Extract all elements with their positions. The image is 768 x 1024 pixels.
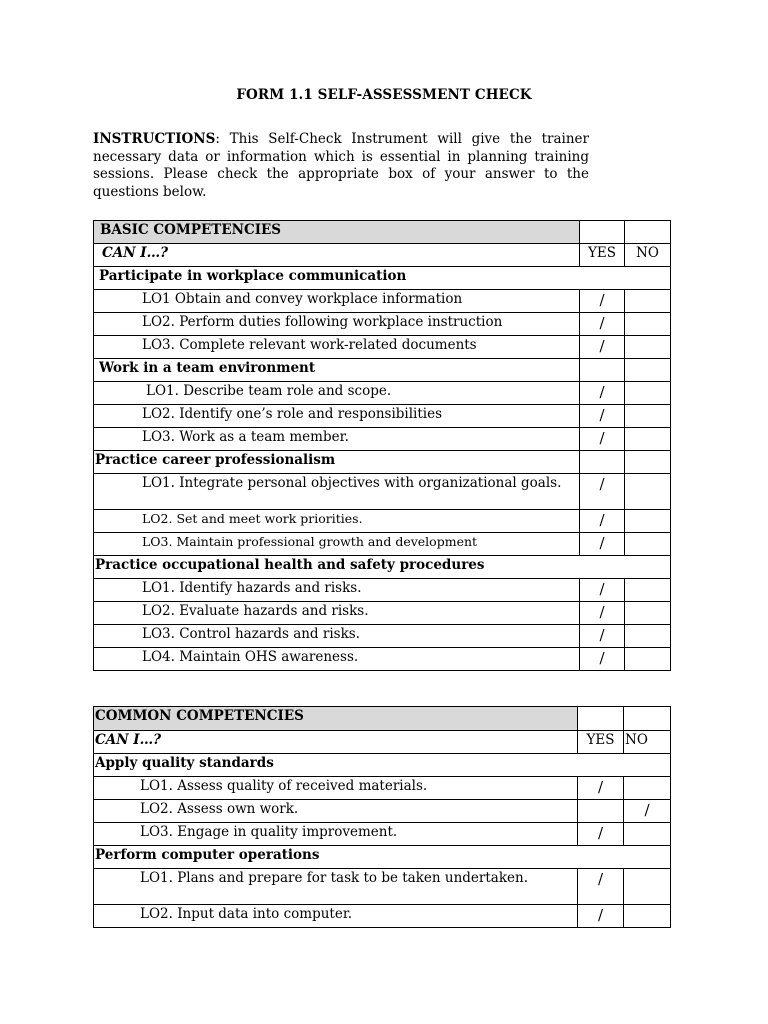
section-row [94,359,671,382]
no-column-label: NO [624,731,671,754]
section-title: Participate in workplace communication [94,267,671,290]
learning-outcome-text: LO1. Identify hazards and risks. [94,579,580,602]
no-checkbox-cell[interactable] [625,336,671,359]
learning-outcome-text: LO3. Complete relevant work-related documents [94,336,580,359]
section-title: Apply quality standards [94,754,671,777]
basic-competencies-table [93,220,671,671]
learning-outcome-text: LO3. Maintain professional growth and development [94,533,580,556]
competency-row [94,428,671,451]
no-checkbox-cell[interactable] [625,533,671,556]
learning-outcome-text: LO3. Work as a team member. [94,428,580,451]
competency-row [94,777,671,800]
competency-row [94,382,671,405]
competency-row [94,602,671,625]
can-i-label: CAN I…? [94,244,580,267]
no-checkbox-cell[interactable] [624,869,671,905]
competency-row [94,474,671,510]
yes-checkbox-cell[interactable]: / [580,428,625,451]
yes-checkbox-cell[interactable]: / [578,777,624,800]
section-row [94,846,671,869]
no-checkbox-cell[interactable] [625,625,671,648]
no-checkbox-cell[interactable]: / [624,800,671,823]
no-checkbox-cell[interactable] [624,777,671,800]
learning-outcome-text: LO1. Describe team role and scope. [94,382,580,405]
yes-column-label: YES [578,731,624,754]
yes-checkbox-cell[interactable]: / [578,869,624,905]
learning-outcome-text: LO1. Integrate personal objectives with organizational goals. [94,474,580,510]
header-blank-cell [578,707,624,731]
learning-outcome-text: LO2. Perform duties following workplace instruction [94,313,580,336]
learning-outcome-text: LO2. Input data into computer. [94,905,578,928]
learning-outcome-text: LO1 Obtain and convey workplace information [94,290,580,313]
header-blank-cell [624,707,671,731]
instructions-text: : This Self-Check Instrument will give the trainer necessary data or information which is essential in planning training sessions. Please check the appropriate box of your answer to the questions below. [93,131,589,200]
section-title: Perform computer operations [94,846,671,869]
learning-outcome-text: LO2. Identify one’s role and responsibilities [94,405,580,428]
no-checkbox-cell[interactable] [625,648,671,671]
yes-checkbox-cell[interactable] [578,800,624,823]
competency-row [94,648,671,671]
no-checkbox-cell[interactable] [625,405,671,428]
learning-outcome-text: LO1. Assess quality of received materials. [94,777,578,800]
no-column-label: NO [625,244,671,267]
competency-row [94,533,671,556]
header-blank-cell [580,221,625,244]
yes-column-label: YES [580,244,625,267]
competency-row [94,869,671,905]
section-row [94,556,671,579]
yes-checkbox-cell[interactable]: / [580,382,625,405]
yes-checkbox-cell[interactable]: / [580,533,625,556]
common-competencies-table [93,706,671,928]
learning-outcome-text: LO2. Assess own work. [94,800,578,823]
no-checkbox-cell[interactable] [625,313,671,336]
competency-row [94,336,671,359]
yes-checkbox-cell[interactable]: / [580,602,625,625]
no-checkbox-cell[interactable] [625,382,671,405]
learning-outcome-text: LO3. Engage in quality improvement. [94,823,578,846]
competency-row [94,313,671,336]
yes-checkbox-cell[interactable]: / [580,625,625,648]
can-i-label: CAN I…? [94,731,578,754]
no-checkbox-cell[interactable] [624,905,671,928]
yes-checkbox-cell[interactable]: / [580,579,625,602]
yes-checkbox-cell[interactable]: / [580,510,625,533]
competency-row [94,905,671,928]
yes-checkbox-cell[interactable]: / [580,405,625,428]
no-checkbox-cell[interactable] [625,510,671,533]
yes-checkbox-cell[interactable]: / [578,905,624,928]
learning-outcome-text: LO2. Set and meet work priorities. [94,510,580,533]
yes-checkbox-cell[interactable]: / [580,336,625,359]
section-title: Practice occupational health and safety procedures [94,556,671,579]
form-title: FORM 1.1 SELF-ASSESSMENT CHECK [236,87,532,103]
yes-checkbox-cell[interactable]: / [580,648,625,671]
yes-checkbox-cell[interactable]: / [578,823,624,846]
learning-outcome-text: LO1. Plans and prepare for task to be taken undertaken. [94,869,578,905]
common-competencies-header: COMMON COMPETENCIES [94,707,578,731]
instructions-lead: INSTRUCTIONS [93,131,216,147]
competency-row [94,823,671,846]
blank-cell [625,451,671,474]
competency-row [94,510,671,533]
learning-outcome-text: LO2. Evaluate hazards and risks. [94,602,580,625]
no-checkbox-cell[interactable] [625,579,671,602]
basic-competencies-header: BASIC COMPETENCIES [94,221,580,244]
competency-row [94,579,671,602]
header-blank-cell [625,221,671,244]
blank-cell [580,451,625,474]
section-row [94,754,671,777]
yes-checkbox-cell[interactable]: / [580,313,625,336]
competency-row [94,625,671,648]
section-row [94,267,671,290]
blank-cell [625,359,671,382]
competency-row [94,800,671,823]
no-checkbox-cell[interactable] [625,428,671,451]
yes-checkbox-cell[interactable]: / [580,474,625,510]
no-checkbox-cell[interactable] [625,602,671,625]
no-checkbox-cell[interactable] [624,823,671,846]
section-row [94,451,671,474]
blank-cell [580,359,625,382]
competency-row [94,290,671,313]
learning-outcome-text: LO4. Maintain OHS awareness. [94,648,580,671]
no-checkbox-cell[interactable] [625,290,671,313]
instructions-paragraph [93,131,589,201]
no-checkbox-cell[interactable] [625,474,671,510]
section-title: Work in a team environment [94,359,580,382]
yes-checkbox-cell[interactable]: / [580,290,625,313]
section-title: Practice career professionalism [94,451,580,474]
learning-outcome-text: LO3. Control hazards and risks. [94,625,580,648]
competency-row [94,405,671,428]
